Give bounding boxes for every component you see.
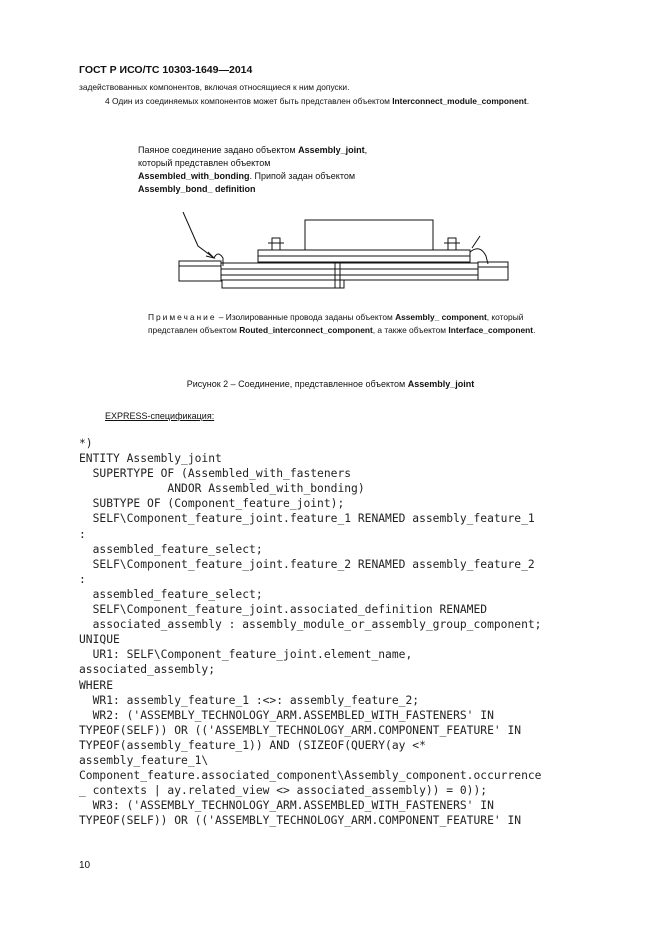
express-specification-label: EXPRESS-спецификация: xyxy=(105,411,215,421)
callout-entity-3: Assembly_bond_ definition xyxy=(138,184,256,194)
note-entity-1: Assembly_ component xyxy=(395,312,487,322)
assembly-joint-drawing xyxy=(0,0,661,320)
callout-text-3: . Припой задан объектом xyxy=(249,171,356,181)
component-cover xyxy=(305,220,433,250)
leader-line xyxy=(183,212,214,258)
express-code-block: *) ENTITY Assembly_joint SUPERTYPE OF (Assembled_with_fasteners ANDOR Assembled_with_bonding) SUBTYPE OF (Component_feature_joint); SELF\Component_feature_joint.feature_1 RENAMED assembly_feature_1 : assembled_feature_select; SELF\Component_feature_joint.feature_2 RENAMED assembly_feature_2 : assembled_feature_select; SELF\Component_feature_joint.associated_definition RENAMED associated_assembly : assembly_module_or_assembly_group_component; UNIQUE UR1: SELF\Component_feature_joint.element_name, associated_assembly; WHERE WR1: assembly_feature_1 :<>: assembly_feature_2; WR2: ('ASSEMBLY_TECHNOLOGY_ARM.ASSEMBLED_WITH_FASTENERS' IN TYPEOF(SELF)) OR (('ASSEMBLY_TECHNOLOGY_ARM.COMPONENT_FEATURE' IN TYPEOF(assembly_feature_1)) AND (SIZEOF(QUERY(ay <* assembly_feature_1\ Component_feature.associated_component\Assembly_component.occurrence _ contexts | ay.related_view <> associated_assembly)) = 0)); WR3: ('ASSEMBLY_TECHNOLOGY_ARM.ASSEMBLED_WITH_FASTENERS' IN TYPEOF(SELF)) OR (('ASSEMBLY_TECHNOLOGY_ARM.COMPONENT_FEATURE' IN xyxy=(79,437,542,828)
right-fastener xyxy=(448,238,456,250)
note-text-3: , а также объектом xyxy=(372,325,449,335)
callout-entity-2: Assembled_with_bonding xyxy=(138,171,250,181)
page-number: 10 xyxy=(79,860,91,871)
callout-text-1: Паяное соединение задано объектом xyxy=(138,145,299,155)
note-label: Примечание xyxy=(148,312,217,322)
callout-text-2: , который представлен объектом xyxy=(138,145,368,168)
note-entity-3: Interface_component xyxy=(448,325,534,335)
caption-entity: Assembly_joint xyxy=(407,379,475,389)
note-entity-2: Routed_interconnect_component xyxy=(239,325,373,335)
lower-tab xyxy=(222,280,344,288)
list-item-4-text: 4 Один из соединяемых компонентов может быть представлен объектом xyxy=(105,96,393,106)
right-wire xyxy=(478,262,508,280)
figure-caption xyxy=(0,379,661,389)
callout-entity-1: Assembly_joint xyxy=(298,145,365,155)
note-text-2: , который представлен объектом xyxy=(148,312,524,335)
left-solder-joint xyxy=(214,254,223,266)
caption-text: Рисунок 2 – Соединение, представленное объектом xyxy=(186,379,408,389)
intro-line: задействованных компонентов, включая относящиеся к ним допуски. xyxy=(79,82,350,92)
note-text-1: – Изолированные провода заданы объектом xyxy=(216,312,396,322)
figure-note xyxy=(148,311,568,337)
note-text-4: . xyxy=(533,325,536,335)
right-lead xyxy=(472,236,480,248)
document-header: ГОСТ Р ИСО/ТС 10303-1649—2014 xyxy=(79,64,253,76)
left-wire xyxy=(179,261,221,281)
list-item-4-end: . xyxy=(526,96,530,106)
list-item-4-entity: Interconnect_module_component xyxy=(392,96,527,106)
base-plate xyxy=(221,263,478,280)
left-fastener xyxy=(272,238,280,250)
